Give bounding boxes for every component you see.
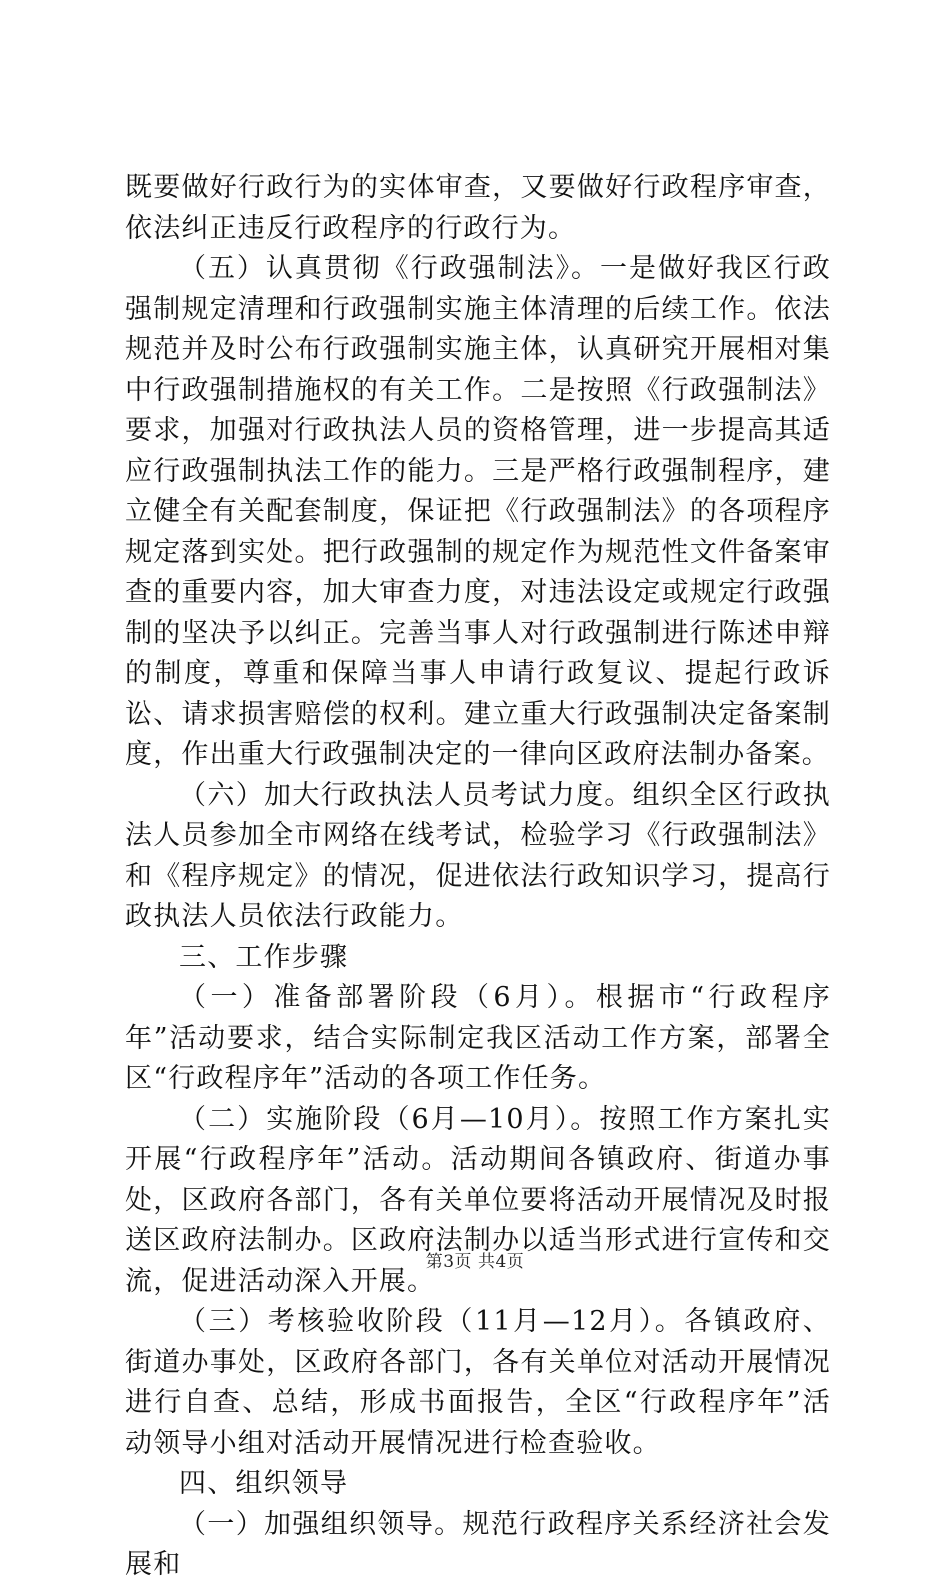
paragraph-section-5: （五）认真贯彻《行政强制法》。一是做好我区行政强制规定清理和行政强制实施主体清理的后续工作。依法规范并及时公布行政强制实施主体，认真研究开展相对集中行政强制措施权的有关工作。二是按照《行政强制法》要求，加强对行政执法人员的资格管理，进一步提高其适应行政强制执法工作的能力。三是严格行政强制程序，建立健全有关配套制度，保证把《行政强制法》的各项程序规定落到实处。把行政强制的规定作为规范性文件备案审查的重要内容，加大审查力度，对违法设定或规定行政强制的坚决予以纠正。完善当事人对行政强制进行陈述申辩的制度，尊重和保障当事人申请行政复议、提起行政诉讼、请求损害赔偿的权利。建立重大行政强制决定备案制度，作出重大行政强制决定的一律向区政府法制办备案。 [125,253,831,770]
paragraph-leadership-1: （一）加强组织领导。规范行政程序关系经济社会发展和 [125,1508,831,1580]
heading-organization-leadership: 四、组织领导 [179,1468,349,1499]
paragraph-section-6: （六）加大行政执法人员考试力度。组织全区行政执法人员参加全市网络在线考试，检验学习《行政强制法》和《程序规定》的情况，促进依法行政知识学习，提高行政执法人员依法行政能力。 [125,779,831,932]
paragraph-continuation: 既要做好行政行为的实体审查，又要做好行政程序审查，依法纠正违反行政程序的行政行为。 [125,172,831,244]
heading-work-steps: 三、工作步骤 [179,941,349,973]
paragraph-step-3: （三）考核验收阶段（11月—12月）。各镇政府、街道办事处，区政府各部门，各有关单位对活动开展情况进行自查、总结，形成书面报告，全区“行政程序年”活动领导小组对活动开展情况进行检查验收。 [125,1306,831,1459]
paragraph-step-2: （二）实施阶段（6月—10月）。按照工作方案扎实开展“行政程序年”活动。活动期间各镇政府、街道办事处，区政府各部门，各有关单位要将活动开展情况及时报送区政府法制办。区政府法制办以适当形式进行宣传和交流，促进活动深入开展。 [125,1103,831,1297]
page-footer: 第3页 共4页 [425,1252,525,1272]
document-body [125,168,831,1586]
paragraph-step-1: （一）准备部署阶段（6月）。根据市“行政程序年”活动要求，结合实际制定我区活动工作方案，部署全区“行政程序年”活动的各项工作任务。 [125,982,831,1094]
